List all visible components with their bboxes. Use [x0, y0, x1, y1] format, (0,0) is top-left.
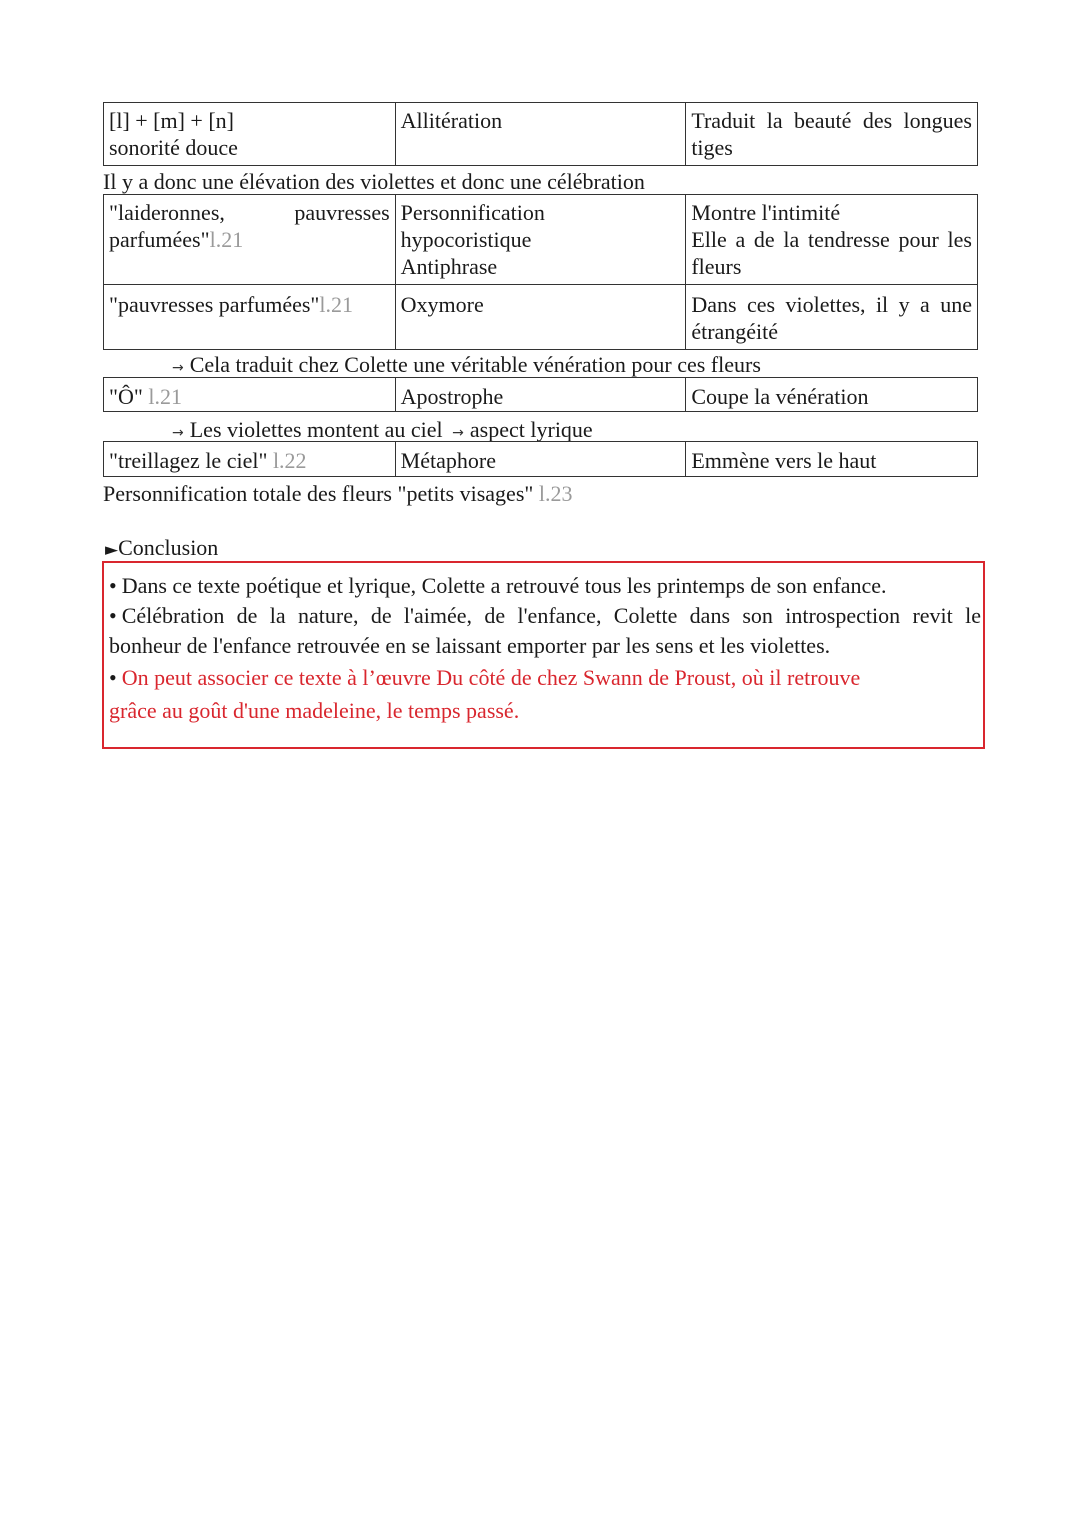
- cell-text: Coupe la vénération: [691, 384, 869, 409]
- paragraph-text: Dans ce texte poétique et lyrique, Colette a retrouvé tous les printemps de son enfance.: [121, 573, 887, 598]
- table-cell-interpretation: [686, 285, 978, 350]
- cell-text: "treillagez le ciel": [109, 448, 268, 473]
- cell-text: "laideronnes,: [109, 200, 225, 225]
- paragraph-text: On peut associer ce texte à l’œuvre Du côté de chez Swann de Proust, où il retrouve: [121, 665, 861, 690]
- analysis-table-apostrophe: [103, 377, 978, 412]
- paragraph-text: grâce au goût d'une madeleine, le temps passé.: [109, 698, 520, 723]
- cell-line: [109, 226, 390, 253]
- body-text: Cela traduit chez Colette une véritable vénération pour ces fleurs: [189, 352, 761, 377]
- paragraph-line: [109, 663, 981, 693]
- bullet-icon: •: [109, 573, 117, 598]
- paragraph-text: bonheur de l'enfance retrouvée en se laissant emporter par les sens et les violettes.: [109, 633, 831, 658]
- cell-line: [109, 199, 390, 226]
- cell-text: "pauvresses parfumées": [109, 292, 320, 317]
- table-row: [104, 103, 978, 166]
- table-cell-citation: [104, 442, 396, 477]
- table-cell-citation: [104, 378, 396, 412]
- cell-text: Allitération: [400, 108, 503, 133]
- analysis-table-metaphore: [103, 441, 978, 477]
- cell-text: [l] + [m] + [n]: [109, 108, 234, 133]
- line-reference: l.21: [148, 384, 182, 409]
- bullet-icon: •: [109, 603, 117, 628]
- table-cell-citation: [104, 195, 396, 285]
- cell-text: fleurs: [691, 254, 742, 279]
- cell-text: Personnification: [400, 200, 545, 225]
- line-reference: l.23: [538, 481, 573, 506]
- bullet-icon: •: [109, 665, 117, 690]
- table-cell-figure: [395, 442, 686, 477]
- conclusion-box: [102, 561, 985, 749]
- table-cell-interpretation: [686, 103, 978, 166]
- table-row: [104, 378, 978, 412]
- arrow-right-icon: →: [172, 425, 184, 441]
- body-text-personnification: [103, 480, 573, 508]
- body-text: Les violettes montent au ciel: [189, 417, 443, 442]
- conclusion-paragraph: [109, 571, 981, 601]
- cell-text: Montre l'intimité: [691, 200, 841, 225]
- cell-text: Métaphore: [400, 448, 496, 473]
- table-row: [104, 442, 978, 477]
- cell-text: hypocoristique: [400, 227, 532, 252]
- arrow-right-icon: →: [452, 425, 464, 441]
- cell-text: Emmène vers le haut: [691, 448, 877, 473]
- table-cell-interpretation: [686, 442, 978, 477]
- table-cell-interpretation: [686, 378, 978, 412]
- table-row: [104, 195, 978, 285]
- line-reference: l.21: [319, 292, 354, 317]
- table-cell-citation: [104, 103, 396, 166]
- conclusion-paragraph-highlight: [109, 663, 981, 726]
- cell-text: Apostrophe: [400, 384, 504, 409]
- cell-text: Oxymore: [400, 292, 484, 317]
- cell-text: Elle a de la tendresse pour les: [691, 227, 972, 252]
- cell-text: étrangéité: [691, 319, 779, 344]
- table-cell-figure: [395, 285, 686, 350]
- cell-text: Traduit la beauté des longues: [691, 108, 972, 133]
- paragraph-line: [109, 601, 981, 631]
- heading-text: Conclusion: [118, 535, 219, 560]
- line-reference: l.22: [272, 448, 307, 473]
- triangle-marker-icon: ►: [105, 540, 119, 560]
- analysis-table-personnification: [103, 194, 978, 350]
- cell-text: Antiphrase: [400, 254, 498, 279]
- analysis-table-alliteration: [103, 102, 978, 166]
- conclusion-heading: [105, 534, 218, 564]
- cell-text: sonorité douce: [109, 135, 238, 160]
- table-cell-interpretation: [686, 195, 978, 285]
- paragraph-text: Célébration de la nature, de l'aimée, de l'enfance, Colette dans son introspection revit le: [121, 603, 981, 628]
- table-cell-citation: [104, 285, 396, 350]
- body-text: Personnification totale des fleurs "petits visages": [103, 481, 534, 506]
- cell-text: "Ô": [109, 384, 143, 409]
- cell-text: tiges: [691, 135, 733, 160]
- table-row: [104, 285, 978, 350]
- line-reference: l.21: [209, 227, 244, 252]
- table-cell-figure: [395, 103, 686, 166]
- conclusion-paragraph: [109, 601, 981, 661]
- cell-text: pauvresses: [294, 200, 390, 225]
- cell-text: parfumées": [109, 227, 210, 252]
- body-text-elevation: Il y a donc une élévation des violettes et donc une célébration: [103, 169, 645, 194]
- arrow-right-icon: →: [172, 360, 184, 376]
- cell-text: Dans ces violettes, il y a une: [691, 292, 972, 317]
- table-cell-figure: [395, 378, 686, 412]
- body-text: aspect lyrique: [469, 417, 593, 442]
- table-cell-figure: [395, 195, 686, 285]
